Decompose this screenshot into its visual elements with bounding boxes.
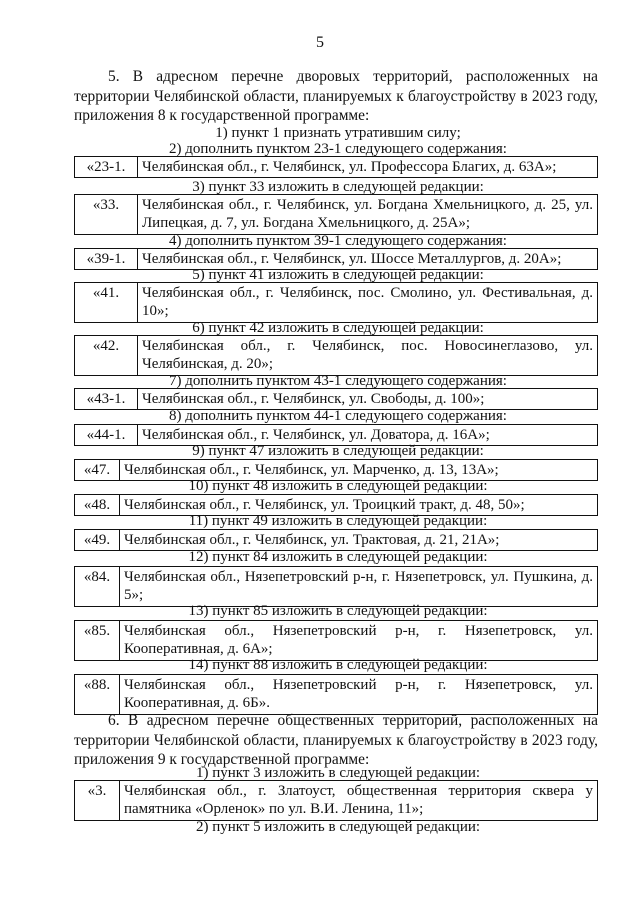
table-row-84 <box>74 566 598 607</box>
instruction-14: 14) пункт 88 изложить в следующей редакции: <box>188 657 488 673</box>
row-address: Челябинская обл., г. Челябинск, ул. Марченко, д. 13, 13А»; <box>120 460 598 481</box>
row-address: Челябинская обл., г. Челябинск, пос. Новосинеглазово, ул. Челябинская, д. 20»; <box>138 336 598 376</box>
instruction-1: 1) пункт 1 признать утратившим силу; <box>215 125 461 141</box>
row-number: «33. <box>75 195 138 235</box>
instruction-3: 3) пункт 33 изложить в следующей редакции: <box>192 179 484 195</box>
row-address: Челябинская обл., Нязепетровский р-н, г. Нязепетровск, ул. Кооперативная, д. 6Б». <box>120 675 598 715</box>
row-number: «41. <box>75 283 138 323</box>
row-number: «23-1. <box>75 157 138 178</box>
page-number: 5 <box>316 34 324 51</box>
row-number: «44-1. <box>75 425 138 446</box>
instruction-4: 4) дополнить пунктом 39-1 следующего содержания: <box>169 233 507 249</box>
row-address: Челябинская обл., г. Челябинск, ул. Троицкий тракт, д. 48, 50»; <box>120 495 598 516</box>
row-number: «49. <box>75 530 120 551</box>
row-address: Челябинская обл., г. Челябинск, ул. Доватора, д. 16А»; <box>138 425 598 446</box>
instruction-10: 10) пункт 48 изложить в следующей редакции: <box>188 478 488 494</box>
row-number: «47. <box>75 460 120 481</box>
row-address: Челябинская обл., г. Челябинск, ул. Свободы, д. 100»; <box>138 389 598 410</box>
row-number: «3. <box>75 781 120 821</box>
row-number: «43-1. <box>75 389 138 410</box>
instruction-8: 8) дополнить пунктом 44-1 следующего содержания: <box>169 408 507 424</box>
instruction-6: 6) пункт 42 изложить в следующей редакции: <box>192 320 484 336</box>
row-number: «42. <box>75 336 138 376</box>
table-row-42 <box>74 335 598 376</box>
table-row-33 <box>74 194 598 235</box>
row-address: Челябинская обл., г. Челябинск, ул. Шоссе Металлургов, д. 20А»; <box>138 249 598 270</box>
row-number: «39-1. <box>75 249 138 270</box>
table-row-23-1 <box>74 156 598 178</box>
instruction-13: 13) пункт 85 изложить в следующей редакции: <box>188 603 488 619</box>
row-number: «48. <box>75 495 120 516</box>
instruction-6-2: 2) пункт 5 изложить в следующей редакции: <box>195 819 481 835</box>
table-row-88 <box>74 674 598 715</box>
instruction-5: 5) пункт 41 изложить в следующей редакции: <box>192 267 484 283</box>
row-address: Челябинская обл., г. Златоуст, общественная территория сквера у памятника «Орленок» по ул. В.И. Ленина, 11»; <box>120 781 598 821</box>
row-address: Челябинская обл., г. Челябинск, ул. Профессора Благих, д. 63А»; <box>138 157 598 178</box>
table-row-3 <box>74 780 598 821</box>
row-address: Челябинская обл., г. Челябинск, ул. Трактовая, д. 21, 21А»; <box>120 530 598 551</box>
row-address: Челябинская обл., Нязепетровский р-н, г. Нязепетровск, ул. Кооперативная, д. 6А»; <box>120 621 598 661</box>
row-number: «85. <box>75 621 120 661</box>
row-number: «88. <box>75 675 120 715</box>
instruction-11: 11) пункт 49 изложить в следующей редакции: <box>188 513 488 529</box>
instruction-2: 2) дополнить пунктом 23-1 следующего содержания: <box>169 141 507 157</box>
section-5-intro: 5. В адресном перечне дворовых территорий, расположенных на территории Челябинской области, планируемых к благоустройству в 2023 году, приложения 8 к государственной программе: <box>74 68 598 124</box>
row-number: «84. <box>75 567 120 607</box>
row-address: Челябинская обл., Нязепетровский р-н, г. Нязепетровск, ул. Пушкина, д. 5»; <box>120 567 598 607</box>
table-row-85 <box>74 620 598 661</box>
instruction-12: 12) пункт 84 изложить в следующей редакции: <box>188 549 488 565</box>
row-address: Челябинская обл., г. Челябинск, пос. Смолино, ул. Фестивальная, д. 10»; <box>138 283 598 323</box>
instruction-6-1: 1) пункт 3 изложить в следующей редакции: <box>195 765 481 781</box>
table-row-41 <box>74 282 598 323</box>
instruction-7: 7) дополнить пунктом 43-1 следующего содержания: <box>169 373 507 389</box>
section-6-intro: 6. В адресном перечне общественных территорий, расположенных на территории Челябинской области, планируемых к благоустройству в 2023 году, приложения 9 к государственной программе: <box>74 712 598 768</box>
instruction-9: 9) пункт 47 изложить в следующей редакции: <box>192 443 484 459</box>
row-address: Челябинская обл., г. Челябинск, ул. Богдана Хмельницкого, д. 25, ул. Липецкая, д. 7, ул. Богдана Хмельницкого, д. 25А»; <box>138 195 598 235</box>
